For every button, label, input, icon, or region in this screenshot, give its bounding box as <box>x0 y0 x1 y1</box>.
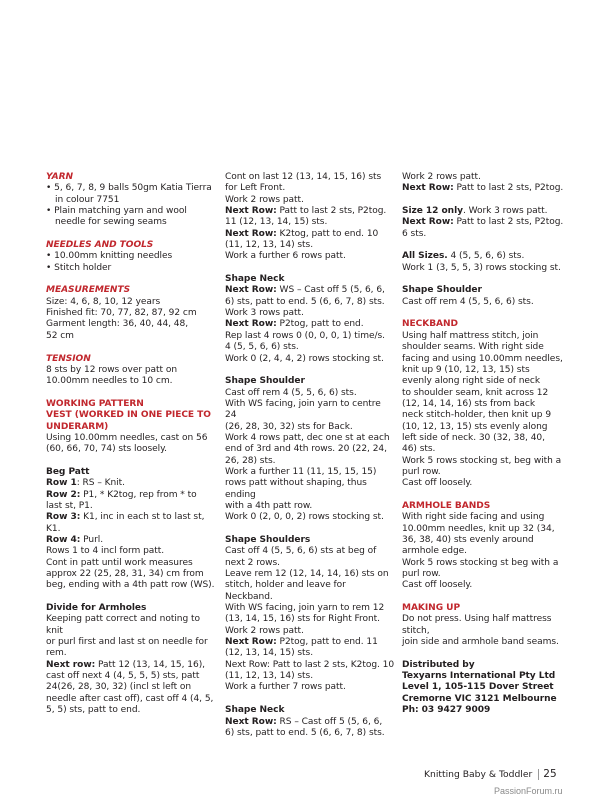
subheading-beg-patt: Beg Patt <box>46 466 90 477</box>
text-line: Work 5 rows stocking st, beg with a <box>402 455 562 466</box>
text-line: 52 cm <box>46 330 74 341</box>
text-line: Keeping patt correct and noting to knit <box>46 614 200 636</box>
text-line: Cast off rem 4 (5, 5, 6, 6) sts. <box>225 387 357 398</box>
text-line: facing and using 10.00mm needles, <box>402 353 563 364</box>
section-heading-tension: TENSION <box>46 353 91 364</box>
text-line: Do not press. Using half mattress stitch, <box>402 614 552 636</box>
section-heading-vest: VEST (WORKED IN ONE PIECE TO <box>46 410 211 421</box>
text-line: Work 3 rows patt. <box>225 308 304 319</box>
text-line: Row 3: K1, inc in each st to last st, <box>46 512 205 523</box>
list-item: • 10.00mm knitting needles <box>46 251 173 262</box>
list-item: • Stitch holder <box>46 262 112 273</box>
text-line: needle after cast off), cast off 4 (4, 5, <box>46 693 214 704</box>
list-item: • 5, 6, 7, 8, 9 balls 50gm Katia Tierra in colour 7751 <box>46 183 212 205</box>
text-line: Cast off loosely. <box>402 580 473 591</box>
text-line: Cast off loosely. <box>402 478 473 489</box>
text-line: join side and armhole band seams. <box>402 637 559 648</box>
text-line: Using half mattress stitch, join <box>402 330 539 341</box>
section-heading-yarn: YARN <box>46 172 74 182</box>
section-heading-underarm: UNDERARM) <box>46 421 109 432</box>
text-line: 24(26, 28, 30, 32) (incl st left on <box>46 682 192 693</box>
text-line: Work 2 rows patt. <box>225 194 304 205</box>
text-line: Work 0 (2, 4, 4, 2) rows stocking st. <box>225 353 384 364</box>
text-line: rem. <box>46 648 67 659</box>
text-line: Cast off rem 4 (5, 5, 6, 6) sts. <box>402 296 534 307</box>
text-line: purl row. <box>402 569 441 580</box>
distributor-heading: Distributed by <box>402 659 475 670</box>
text-line: 10.00mm needles, knit up 32 (34, <box>402 523 555 534</box>
text-line: Next Row: P2tog, patt to end. 11 <box>225 637 378 648</box>
text-line: (26, 28, 30, 32) sts for Back. <box>225 421 353 432</box>
text-line: evenly along right side of neck <box>402 376 541 387</box>
text-line: Using 10.00mm needles, cast on 56 <box>46 432 208 443</box>
text-line: 6) sts, patt to end. 5 (6, 6, 7, 8) sts. <box>225 727 385 738</box>
text-line: next 2 rows. <box>225 557 280 568</box>
distributor-line: Cremorne VIC 3121 Melbourne <box>402 693 557 704</box>
section-heading-armhole-bands: ARMHOLE BANDS <box>402 500 491 511</box>
text-line: 4 (5, 5, 6, 6) sts. <box>225 342 299 353</box>
distributor-line: Texyarns International Pty Ltd <box>402 671 556 682</box>
subheading-shape-shoulder-3: Shape Shoulder <box>402 285 482 296</box>
text-line: with a 4th patt row. <box>225 500 313 511</box>
distributor-line: Level 1, 105-115 Dover Street <box>402 682 554 693</box>
text-line: 6 sts. <box>402 228 427 239</box>
text-line: Next Row: K2tog, patt to end. 10 <box>225 228 379 239</box>
text-line: Work 0 (2, 0, 0, 2) rows stocking st. <box>225 512 384 523</box>
text-line: (13, 14, 15, 16) sts for Right Front. <box>225 614 381 625</box>
text-line: Work a further 7 rows patt. <box>225 682 346 693</box>
text-line: With right side facing and using <box>402 512 545 523</box>
section-heading-neckband: NECKBAND <box>402 319 458 330</box>
text-line: 26, 28) sts. <box>225 455 276 466</box>
text-line: or purl first and last st on needle for <box>46 637 208 648</box>
column-1 <box>46 172 218 717</box>
text-line: 5, 5) sts, patt to end. <box>46 705 141 716</box>
text-line: 36, 38, 40) sts evenly around <box>402 535 534 545</box>
text-line: beg, ending with a 4th patt row (WS). <box>46 580 215 591</box>
distributor-line: Ph: 03 9427 9009 <box>402 705 491 716</box>
text-line: purl row. <box>402 466 441 477</box>
text-line: for Left Front. <box>225 183 286 194</box>
text-line: rows patt without shaping, thus ending <box>225 478 367 500</box>
text-line: (11, 12, 13, 14) sts. <box>225 240 314 251</box>
text-line: Size 12 only. Work 3 rows patt. <box>402 206 548 217</box>
text-line: 6) sts, patt to end. 5 (6, 6, 7, 8) sts. <box>225 296 385 307</box>
text-line: Next Row: Patt to last 2 sts, P2tog. <box>402 183 564 194</box>
text-line: Work 1 (3, 5, 5, 3) rows stocking st. <box>402 262 561 273</box>
text-line: stitch, holder and leave for Neckband. <box>225 580 346 602</box>
text-line: Size: 4, 6, 8, 10, 12 years <box>46 296 161 307</box>
text-line: Cont on last 12 (13, 14, 15, 16) sts <box>225 172 382 182</box>
section-heading-making-up: MAKING UP <box>402 603 461 614</box>
page-footer <box>424 767 574 781</box>
subheading-shape-shoulder: Shape Shoulder <box>225 376 305 387</box>
text-line: Work a further 11 (11, 15, 15, 15) <box>225 466 377 477</box>
watermark: PassionForum.ru <box>494 786 563 796</box>
text-line: Row 1: RS – Knit. <box>46 478 125 489</box>
text-line: Leave rem 12 (12, 14, 14, 16) sts on <box>225 569 389 580</box>
text-line: K1. <box>46 523 61 534</box>
text-line: Rep last 4 rows 0 (0, 0, 0, 1) time/s. <box>225 330 385 341</box>
text-line: to shoulder seam, knit across 12 <box>402 387 549 398</box>
subheading-shape-neck-2: Shape Neck <box>225 705 285 716</box>
text-line: shoulder seams. With right side <box>402 342 544 353</box>
text-line: Finished fit: 70, 77, 82, 87, 92 cm <box>46 308 197 319</box>
text-line: Row 2: P1, * K2tog, rep from * to <box>46 489 197 500</box>
subheading-divide-armholes: Divide for Armholes <box>46 603 147 614</box>
text-line: 11 (12, 13, 14, 15) sts. <box>225 217 328 228</box>
page-number: 25 <box>543 768 557 780</box>
text-line: knit up 9 (10, 12, 13, 15) sts <box>402 364 530 375</box>
text-line: (12, 14, 14, 16) sts from back <box>402 398 536 409</box>
text-line: Next Row: Patt to last 2 sts, K2tog. 10 <box>225 659 395 670</box>
section-heading-needles: NEEDLES AND TOOLS <box>46 240 154 251</box>
text-line: neck stitch-holder, then knit up 9 <box>402 410 552 421</box>
text-line: Work a further 6 rows patt. <box>225 251 346 262</box>
text-line: Next Row: Patt to last 2 sts, P2tog. <box>225 206 387 217</box>
text-line: Next row: Patt 12 (13, 14, 15, 16), <box>46 659 205 670</box>
text-line: end of 3rd and 4th rows. 20 (22, 24, <box>225 444 387 455</box>
text-line: Work 5 rows stocking st beg with a <box>402 557 559 568</box>
text-line: Cast off 4 (5, 5, 6, 6) sts at beg of <box>225 546 377 557</box>
text-line: Work 4 rows patt, dec one st at each <box>225 432 390 443</box>
text-line: 10.00mm needles to 10 cm. <box>46 376 173 387</box>
text-line: Next Row: P2tog, patt to end. <box>225 319 364 330</box>
text-line: (12, 13, 14, 15) sts. <box>225 648 314 659</box>
subheading-shape-neck: Shape Neck <box>225 274 285 285</box>
text-line: approx 22 (25, 28, 31, 34) cm from <box>46 569 204 580</box>
text-line: Next Row: WS – Cast off 5 (5, 6, 6, <box>225 285 385 296</box>
text-line: Rows 1 to 4 incl form patt. <box>46 546 165 557</box>
text-line: Cont in patt until work measures <box>46 557 193 568</box>
text-line: Next Row: Patt to last 2 sts, P2tog. <box>402 217 564 228</box>
publication-title: Knitting Baby & Toddler <box>424 769 533 780</box>
text-line: With WS facing, join yarn to centre 24 <box>225 398 381 421</box>
text-line: Row 4: Purl. <box>46 535 104 545</box>
text-line: left side of neck. 30 (32, 38, 40, <box>402 432 545 443</box>
text-line: (60, 66, 70, 74) sts loosely. <box>46 444 167 455</box>
column-3 <box>402 172 580 717</box>
text-line: 8 sts by 12 rows over patt on <box>46 364 178 375</box>
text-line: All Sizes. 4 (5, 5, 6, 6) sts. <box>402 251 525 262</box>
text-line: 46) sts. <box>402 444 436 455</box>
text-line: Work 2 rows patt. <box>225 625 304 636</box>
list-item: • Plain matching yarn and wool needle for sewing seams <box>46 206 187 228</box>
text-line: cast off next 4 (4, 5, 5, 5) sts, patt <box>46 671 200 682</box>
text-line: Work 2 rows patt. <box>402 172 481 182</box>
section-heading-measurements: MEASUREMENTS <box>46 285 131 296</box>
section-heading-working-pattern: WORKING PATTERN <box>46 398 144 409</box>
text-line: last st, P1. <box>46 500 93 511</box>
text-line: (11, 12, 13, 14) sts. <box>225 671 314 682</box>
column-2 <box>225 172 395 739</box>
text-line: With WS facing, join yarn to rem 12 <box>225 603 385 614</box>
subheading-shape-shoulders: Shape Shoulders <box>225 535 311 545</box>
footer-divider <box>538 769 539 780</box>
text-line: armhole edge. <box>402 546 467 557</box>
text-line: Next Row: RS – Cast off 5 (5, 6, 6, <box>225 716 383 727</box>
text-line: (10, 12, 13, 15) sts evenly along <box>402 421 548 432</box>
text-line: Garment length: 36, 40, 44, 48, <box>46 319 189 330</box>
